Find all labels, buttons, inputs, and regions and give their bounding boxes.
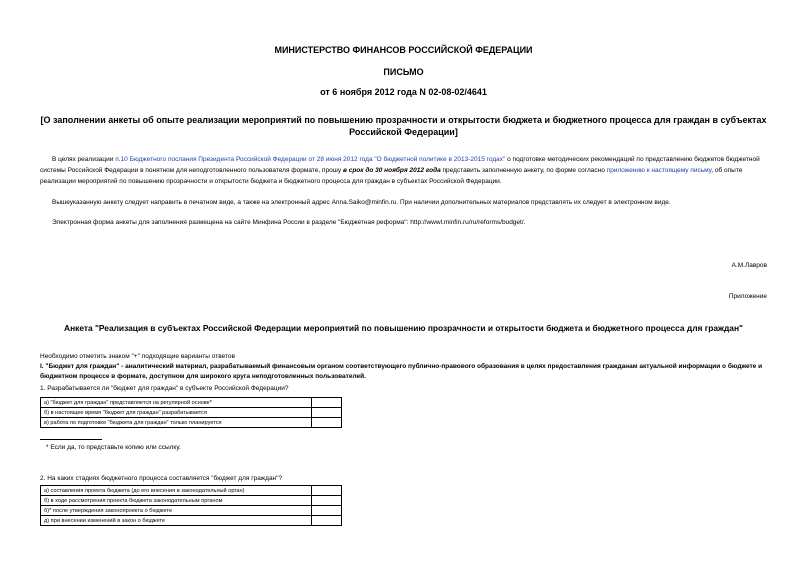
document-type: ПИСЬМО — [383, 67, 424, 77]
anketa-title: Анкета "Реализация в субъектах Российской Федерации мероприятий по повышению прозрачности и открытости бюджета и бюджетного процесса для граждан" — [64, 323, 743, 333]
answer-cell[interactable] — [312, 496, 342, 506]
anketa-instruction: Необходимо отметить знаком "+" подходящие варианты ответов — [40, 353, 235, 360]
p1-text-a: В целях реализации — [52, 156, 116, 163]
deadline-text: в срок до 30 ноября 2012 года — [342, 167, 441, 174]
paragraph-1 — [40, 154, 767, 187]
table-row — [41, 516, 342, 526]
signature: А.М.Лавров — [731, 262, 767, 269]
paragraph-2 — [40, 197, 767, 208]
p3-text: Электронная форма анкеты для заполнения размещена на сайте Минфина России в разделе "Бюджетная реформа": http://wwwl.minfin.ru/ru/reforms/budget/. — [52, 219, 526, 226]
option-label: б) в ходе рассмотрения проекта бюджета законодательным органом — [41, 496, 312, 506]
option-label: в) работа по подготовке "бюджета для граждан" только планируется — [41, 418, 312, 428]
table-row — [41, 398, 342, 408]
footnote: * Если да, то представьте копию или ссылку. — [46, 444, 181, 451]
p1-text-d: , об опыте реализации мероприятий по повышению прозрачности и открытости бюджета и бюджетного процесса для граждан в субъектах Российской Федерации. — [40, 167, 743, 185]
table-row — [41, 408, 342, 418]
table-row — [41, 418, 342, 428]
option-label: б)* после утверждения законопроекта о бюджете — [41, 506, 312, 516]
question-1: 1. Разрабатывается ли "бюджет для граждан" в субъекте Российской Федерации? — [40, 385, 289, 392]
appendix-link[interactable]: приложению к настоящему письму — [606, 167, 712, 174]
section-1-heading: I. "Бюджет для граждан" — [40, 363, 120, 370]
footnote-divider — [40, 439, 102, 440]
answer-cell[interactable] — [312, 408, 342, 418]
question-2: 2. На каких стадиях бюджетного процесса составляется "бюджет для граждан"? — [40, 475, 283, 482]
paragraph-3 — [40, 217, 767, 228]
question-1-table — [40, 397, 342, 428]
answer-cell[interactable] — [312, 506, 342, 516]
document-subject: [О заполнении анкеты об опыте реализации мероприятий по повышению прозрачности и открытости бюджета и бюджетного процесса для граждан в субъектах Российской Федерации] — [40, 115, 767, 137]
document-date-number: от 6 ноября 2012 года N 02-08-02/4641 — [320, 87, 487, 97]
table-row — [41, 506, 342, 516]
section-1-text: - аналитический материал, разрабатываемый финансовым органом соответствующего публично-правового образования в целях предоставления гражданам актуальной информации о бюджете и бюджетном процессе в формате, доступном для широкого круга неподготовленных пользователей. — [40, 363, 763, 380]
ministry-header: МИНИСТЕРСТВО ФИНАНСОВ РОССИЙСКОЙ ФЕДЕРАЦИИ — [274, 45, 533, 55]
option-label: д) при внесении изменений в закон о бюджете — [41, 516, 312, 526]
option-label: б) в настоящее время "бюджет для граждан" разрабатывается — [41, 408, 312, 418]
option-label: а) "бюджет для граждан" представляется на регулярной основе* — [41, 398, 312, 408]
option-label: а) составления проекта бюджета (до его внесения в законодательный орган) — [41, 486, 312, 496]
p2-text: Вышеуказанную анкету следует направить в печатном виде, а также на электронный адрес Anna.Saiko@minfin.ru. При наличии дополнительных материалов представлять их следует в электронном виде. — [52, 199, 671, 206]
answer-cell[interactable] — [312, 398, 342, 408]
answer-cell[interactable] — [312, 516, 342, 526]
p1-text-b: о подготовке методических рекомендаций по представлению бюджетов бюджетной системы Российской Федерации в понятном для неподготовленного пользователя формате, прошу — [40, 156, 760, 174]
table-row — [41, 496, 342, 506]
section-1-definition — [40, 362, 770, 382]
answer-cell[interactable] — [312, 418, 342, 428]
table-row — [41, 486, 342, 496]
appendix-label: Приложение — [728, 293, 767, 300]
p1-text-c: представить заполненную анкету, по форме согласно — [440, 167, 607, 174]
question-2-table — [40, 485, 342, 526]
answer-cell[interactable] — [312, 486, 342, 496]
budget-message-link[interactable]: п.10 Бюджетного послания Президента Российской Федерации от 28 июня 2012 года "О бюджетной политике в 2013-2015 годах" — [115, 156, 506, 163]
